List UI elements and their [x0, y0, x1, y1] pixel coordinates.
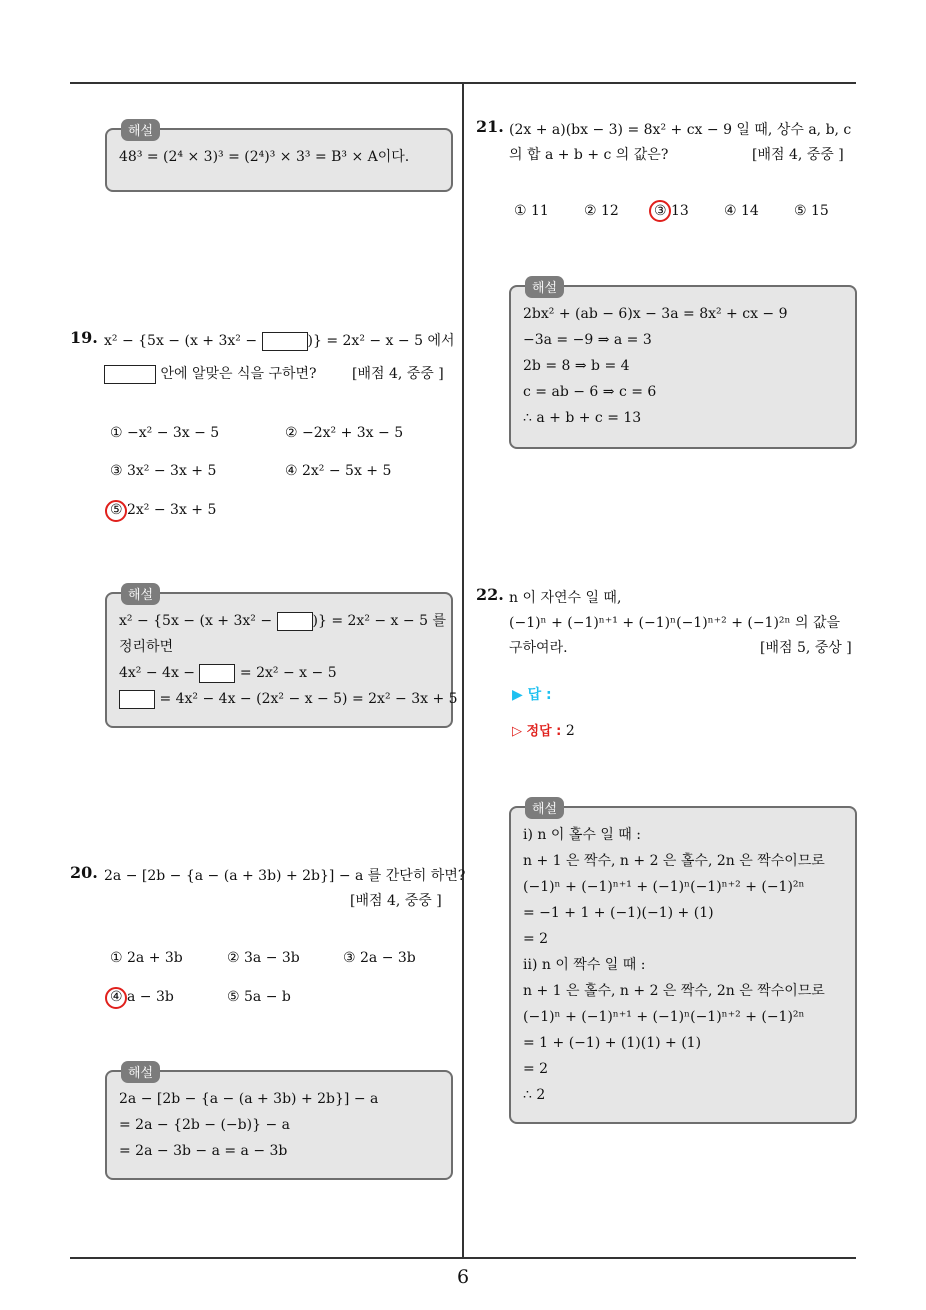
question-20-line1: 2a − [2b − {a − (a + 3b) + 2b}] − a 를 간단히 하면?	[104, 868, 466, 884]
explanation-line: 2bx² + (ab − 6)x − 3a = 8x² + cx − 9	[523, 306, 788, 322]
question-21-line2: 의 합 a + b + c 의 값은?	[509, 147, 669, 163]
question-21-score: [배점 4, 중중 ]	[752, 147, 844, 163]
explanation-line: = 1 + (−1) + (1)(1) + (1)	[523, 1035, 702, 1051]
column-divider	[462, 83, 464, 1258]
explanation-line: = 2	[523, 1061, 549, 1077]
explanation-box-22	[509, 802, 857, 1124]
q20-option-2[interactable]: ② 3a − 3b	[227, 950, 300, 966]
explanation-label: 해설	[525, 276, 564, 298]
box19-l1-pre: x² − {5x − (x + 3x² −	[119, 613, 277, 629]
q19-option-1[interactable]: ① −x² − 3x − 5	[110, 425, 220, 441]
explanation-line: 2b = 8 ⇒ b = 4	[523, 358, 630, 374]
q19-option-3[interactable]: ③ 3x² − 3x + 5	[110, 463, 217, 479]
explanation-line	[119, 608, 446, 634]
explanation-box-20	[105, 1066, 453, 1180]
explanation-line: −3a = −9 ⇒ a = 3	[523, 332, 652, 348]
correct-answer	[512, 720, 575, 739]
q21-option-4[interactable]: ④ 14	[724, 203, 759, 219]
explanation-line: n + 1 은 짝수, n + 2 은 홀수, 2n 은 짝수이므로	[523, 853, 825, 869]
q19-line1-post: )} = 2x² − x − 5 에서	[307, 333, 455, 349]
question-19-line1	[104, 329, 455, 354]
correct-answer-value: 2	[565, 723, 575, 739]
question-number-20: 20.	[70, 863, 98, 882]
explanation-line	[119, 686, 458, 712]
explanation-line: ii) n 이 짝수 일 때 :	[523, 957, 646, 973]
box19-l4-post: = 4x² − 4x − (2x² − x − 5) = 2x² − 3x + 5	[155, 691, 458, 707]
q19-line1-pre: x² − {5x − (x + 3x² −	[104, 333, 262, 349]
bottom-rule	[70, 1257, 856, 1259]
question-22-line2: (−1)ⁿ + (−1)ⁿ⁺¹ + (−1)ⁿ(−1)ⁿ⁺² + (−1)²ⁿ 의 값을	[509, 615, 841, 631]
question-number-19: 19.	[70, 328, 98, 347]
box19-l3-pre: 4x² − 4x −	[119, 665, 200, 681]
explanation-line: 48³ = (2⁴ × 3)³ = (2⁴)³ × 3³ = B³ × A이다.	[119, 149, 410, 165]
explanation-box-18	[105, 124, 453, 192]
q20-option-5[interactable]: ⑤ 5a − b	[227, 989, 291, 1005]
explanation-line: i) n 이 홀수 일 때 :	[523, 827, 641, 843]
blank-box	[104, 365, 156, 384]
question-number-22: 22.	[476, 585, 504, 604]
q21-option-3[interactable]: ③ 13	[654, 203, 689, 219]
explanation-label: 해설	[121, 1061, 160, 1083]
blank-box	[277, 612, 313, 631]
q20-option-4[interactable]: ④ a − 3b	[110, 989, 174, 1005]
question-22-score: [배점 5, 중상 ]	[760, 640, 852, 656]
answer-circle-mark	[105, 987, 127, 1009]
answer-circle-mark	[649, 200, 671, 222]
box19-l1-post: )} = 2x² − x − 5 를	[312, 613, 446, 629]
question-22-line1: n 이 자연수 일 때,	[509, 590, 622, 606]
q19-line2: 안에 알맞은 식을 구하면?	[160, 366, 317, 382]
q19-option-2[interactable]: ② −2x² + 3x − 5	[285, 425, 404, 441]
q21-option-2[interactable]: ② 12	[584, 203, 619, 219]
explanation-label: 해설	[121, 119, 160, 141]
explanation-line: = 2a − 3b − a = a − 3b	[119, 1143, 288, 1159]
question-number-21: 21.	[476, 117, 504, 136]
explanation-line: = −1 + 1 + (−1)(−1) + (1)	[523, 905, 714, 921]
question-22-line3: 구하여라.	[509, 640, 568, 656]
explanation-line: n + 1 은 홀수, n + 2 은 짝수, 2n 은 짝수이므로	[523, 983, 825, 999]
explanation-box-21	[509, 281, 857, 449]
explanation-line: = 2	[523, 931, 549, 947]
explanation-box-19	[105, 588, 458, 728]
explanation-line: (−1)ⁿ + (−1)ⁿ⁺¹ + (−1)ⁿ(−1)ⁿ⁺² + (−1)²ⁿ	[523, 1009, 805, 1025]
blank-box	[262, 332, 308, 351]
explanation-line	[119, 660, 439, 686]
explanation-line: (−1)ⁿ + (−1)ⁿ⁺¹ + (−1)ⁿ(−1)ⁿ⁺² + (−1)²ⁿ	[523, 879, 805, 895]
box19-l3-post: = 2x² − x − 5	[235, 665, 337, 681]
blank-box	[119, 690, 155, 709]
question-20-score: [배점 4, 중중 ]	[350, 893, 442, 909]
answer-circle-mark	[105, 500, 127, 522]
q20-option-3[interactable]: ③ 2a − 3b	[343, 950, 416, 966]
correct-answer-label: ▷ 정답 :	[512, 724, 562, 739]
explanation-line: = 2a − {2b − (−b)} − a	[119, 1117, 290, 1133]
question-19-score: [배점 4, 중중 ]	[352, 366, 444, 382]
explanation-label: 해설	[525, 797, 564, 819]
q21-option-5[interactable]: ⑤ 15	[794, 203, 829, 219]
explanation-line: 정리하면	[119, 639, 174, 655]
question-21-line1: (2x + a)(bx − 3) = 8x² + cx − 9 일 때, 상수 a, b, c	[509, 122, 852, 138]
explanation-line: ∴ a + b + c = 13	[523, 410, 642, 426]
explanation-line: c = ab − 6 ⇒ c = 6	[523, 384, 657, 400]
q19-option-5[interactable]: ⑤ 2x² − 3x + 5	[110, 502, 217, 518]
answer-prompt: ▶ 답 :	[512, 687, 552, 703]
blank-box	[199, 664, 235, 683]
explanation-line: 2a − [2b − {a − (a + 3b) + 2b}] − a	[119, 1091, 379, 1107]
page-number: 6	[456, 1266, 470, 1288]
explanation-label: 해설	[121, 583, 160, 605]
explanation-line: ∴ 2	[523, 1087, 546, 1103]
q20-option-1[interactable]: ① 2a + 3b	[110, 950, 183, 966]
q19-option-4[interactable]: ④ 2x² − 5x + 5	[285, 463, 392, 479]
question-19-line2	[104, 362, 317, 387]
q21-option-1[interactable]: ① 11	[514, 203, 549, 219]
